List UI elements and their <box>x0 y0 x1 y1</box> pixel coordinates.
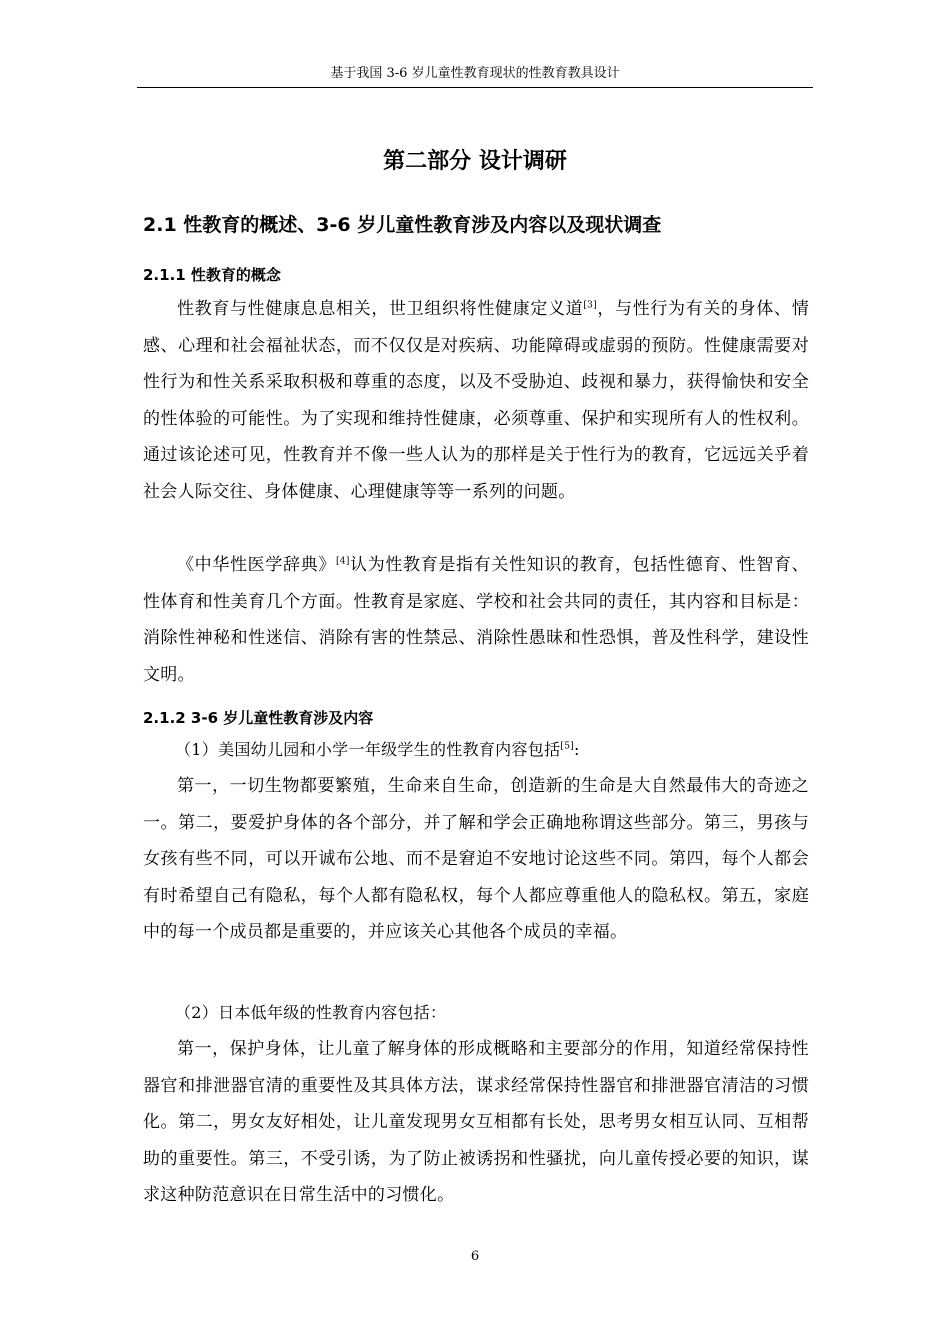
paragraph-text: 《中华性医学辞典》 <box>177 555 336 575</box>
citation-ref: [4] <box>336 556 350 567</box>
paragraph-japan-content: 第一，保护身体，让儿童了解身体的形成概略和主要部分的作用，知道经常保持性器官和排泄器官清的重要性及其具体方法，谋求经常保持性器官和排泄器官清洁的习惯化。第二，男女友好相处，让儿童发现男女互相都有长处，思考男女相互认同、互相帮助的重要性。第三，不受引诱，为了防止被诱拐和性骚扰，向儿童传授必要的知识，谋求这种防范意识在日常生活中的习惯化。 <box>143 1039 809 1206</box>
paragraph-text: ，与性行为有关的身体、情感、心理和社会福祉状态，而不仅仅是对疾病、功能障碍或虚弱的预防。性健康需要对性行为和性关系采取积极和尊重的态度，以及不受胁迫、歧视和暴力，获得愉快和安全的性体验的可能性。为了实现和维持性健康，必须尊重、保护和实现所有人的性权利。通过该论述可见，性教育并不像一些人认为的那样是关于性行为的教育，它远远关乎着社会人际交往、身体健康、心理健康等等一系列的问题。 <box>143 299 809 502</box>
list-item-japan-heading: （2）日本低年级的性教育内容包括： <box>175 1003 447 1022</box>
citation-ref: [3] <box>583 300 597 311</box>
page-number: 6 <box>470 1249 480 1264</box>
paragraph-sexual-health-definition <box>143 291 809 511</box>
chapter-title: 第二部分 设计调研 <box>383 149 567 174</box>
paragraph-text: 性教育与性健康息息相关，世卫组织将性健康定义道 <box>177 299 584 319</box>
paragraph-dictionary-definition <box>143 547 809 693</box>
paragraph-text: : <box>574 740 580 759</box>
citation-ref: [5] <box>560 741 575 752</box>
subsection-title-2-1-2: 2.1.2 3-6 岁儿童性教育涉及内容 <box>143 709 374 727</box>
list-item-usa-heading <box>143 732 809 769</box>
paragraph-text: 认为性教育是指有关性知识的教育，包括性德育、性智育、性体育和性美育几个方面。性教育是家庭、学校和社会共同的责任，其内容和目标是：消除性神秘和性迷信、消除有害的性禁忌、消除性愚昧和性恐惧，普及性科学，建设性文明。 <box>143 555 809 685</box>
running-header: 基于我国 3-6 岁儿童性教育现状的性教育教具设计 <box>330 66 620 81</box>
subsection-title-2-1-1: 2.1.1 性教育的概念 <box>143 266 281 284</box>
paragraph-usa-content: 第一，一切生物都要繁殖，生命来自生命，创造新的生命是大自然最伟大的奇迹之一。第二，要爱护身体的各个部分，并了解和学会正确地称谓这些部分。第三，男孩与女孩有些不同，可以开诚布公地、而不是窘迫不安地讨论这些不同。第四，每个人都会有时希望自己有隐私，每个人都有隐私权，每个人都应尊重他人的隐私权。第五，家庭中的每一个成员都是重要的，并应该关心其他各个成员的幸福。 <box>143 776 809 943</box>
paragraph-text: （1）美国幼儿园和小学一年级学生的性教育内容包括 <box>175 740 561 759</box>
section-title: 2.1 性教育的概述、3-6 岁儿童性教育涉及内容以及现状调查 <box>143 214 662 236</box>
header-divider <box>137 87 813 88</box>
